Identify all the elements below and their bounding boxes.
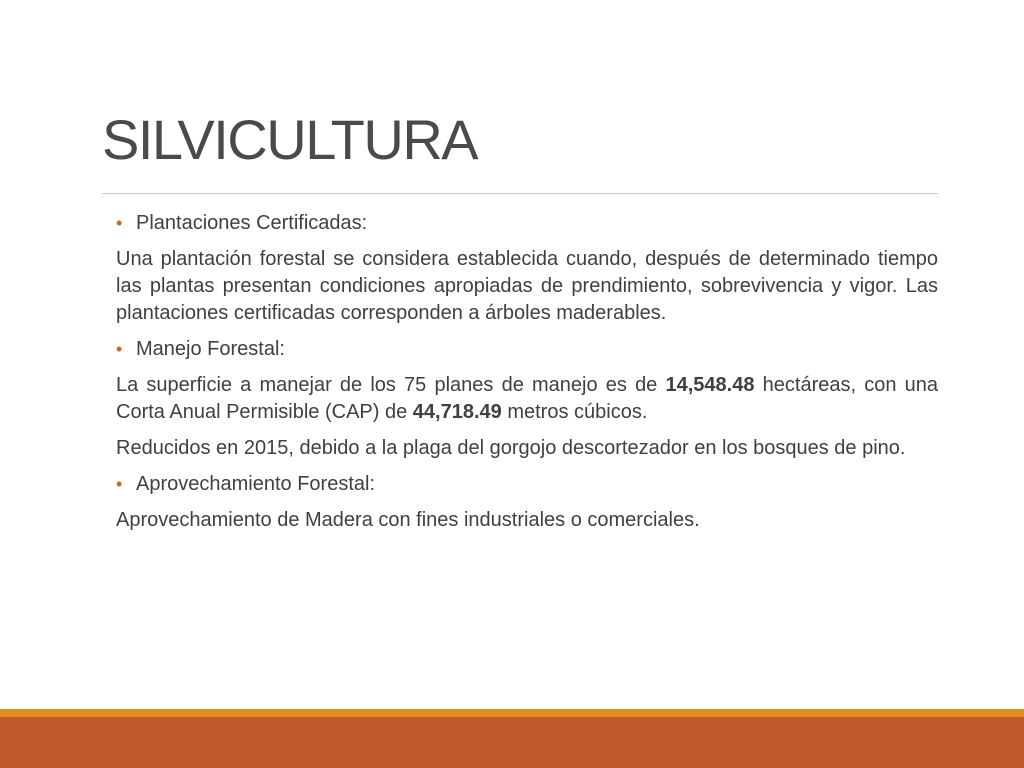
hectareas-value: 14,548.48 [665, 374, 755, 396]
bullet-dot-icon: • [116, 213, 123, 233]
paragraph-manejo-superficie [116, 372, 938, 426]
bullet-label: Manejo Forestal: [136, 338, 285, 360]
footer-accent-stripe [0, 709, 1024, 717]
bullet-label: Aprovechamiento Forestal: [136, 473, 376, 495]
cap-value: 44,718.49 [412, 401, 502, 423]
bullet-dot-icon: • [116, 474, 123, 494]
text-segment: La superficie a manejar de los 75 planes de manejo es de [116, 374, 666, 396]
paragraph-manejo-reducidos: Reducidos en 2015, debido a la plaga del gorgojo descortezador en los bosques de pino. [116, 437, 906, 459]
paragraph-aprovechamiento: Aprovechamiento de Madera con fines industriales o comerciales. [116, 509, 700, 531]
bullet-plantaciones [116, 210, 938, 237]
slide-content [116, 210, 938, 543]
bullet-aprovechamiento [116, 471, 938, 498]
bullet-label: Plantaciones Certificadas: [136, 212, 368, 234]
text-segment: hectáreas, con una Corta Anual Permisible (CAP) de [116, 374, 938, 423]
footer-band [0, 717, 1024, 768]
text-segment: metros cúbicos. [501, 401, 648, 423]
bullet-dot-icon: • [116, 339, 123, 359]
slide-title: SILVICULTURA [102, 108, 478, 171]
title-divider [102, 193, 938, 194]
bullet-manejo [116, 336, 938, 363]
paragraph-plantaciones: Una plantación forestal se considera establecida cuando, después de determinado tiempo las plantas presentan condiciones apropiadas de prendimiento, sobrevivencia y vigor. Las plantaciones certificadas corresponden a árboles maderables. [116, 248, 938, 324]
